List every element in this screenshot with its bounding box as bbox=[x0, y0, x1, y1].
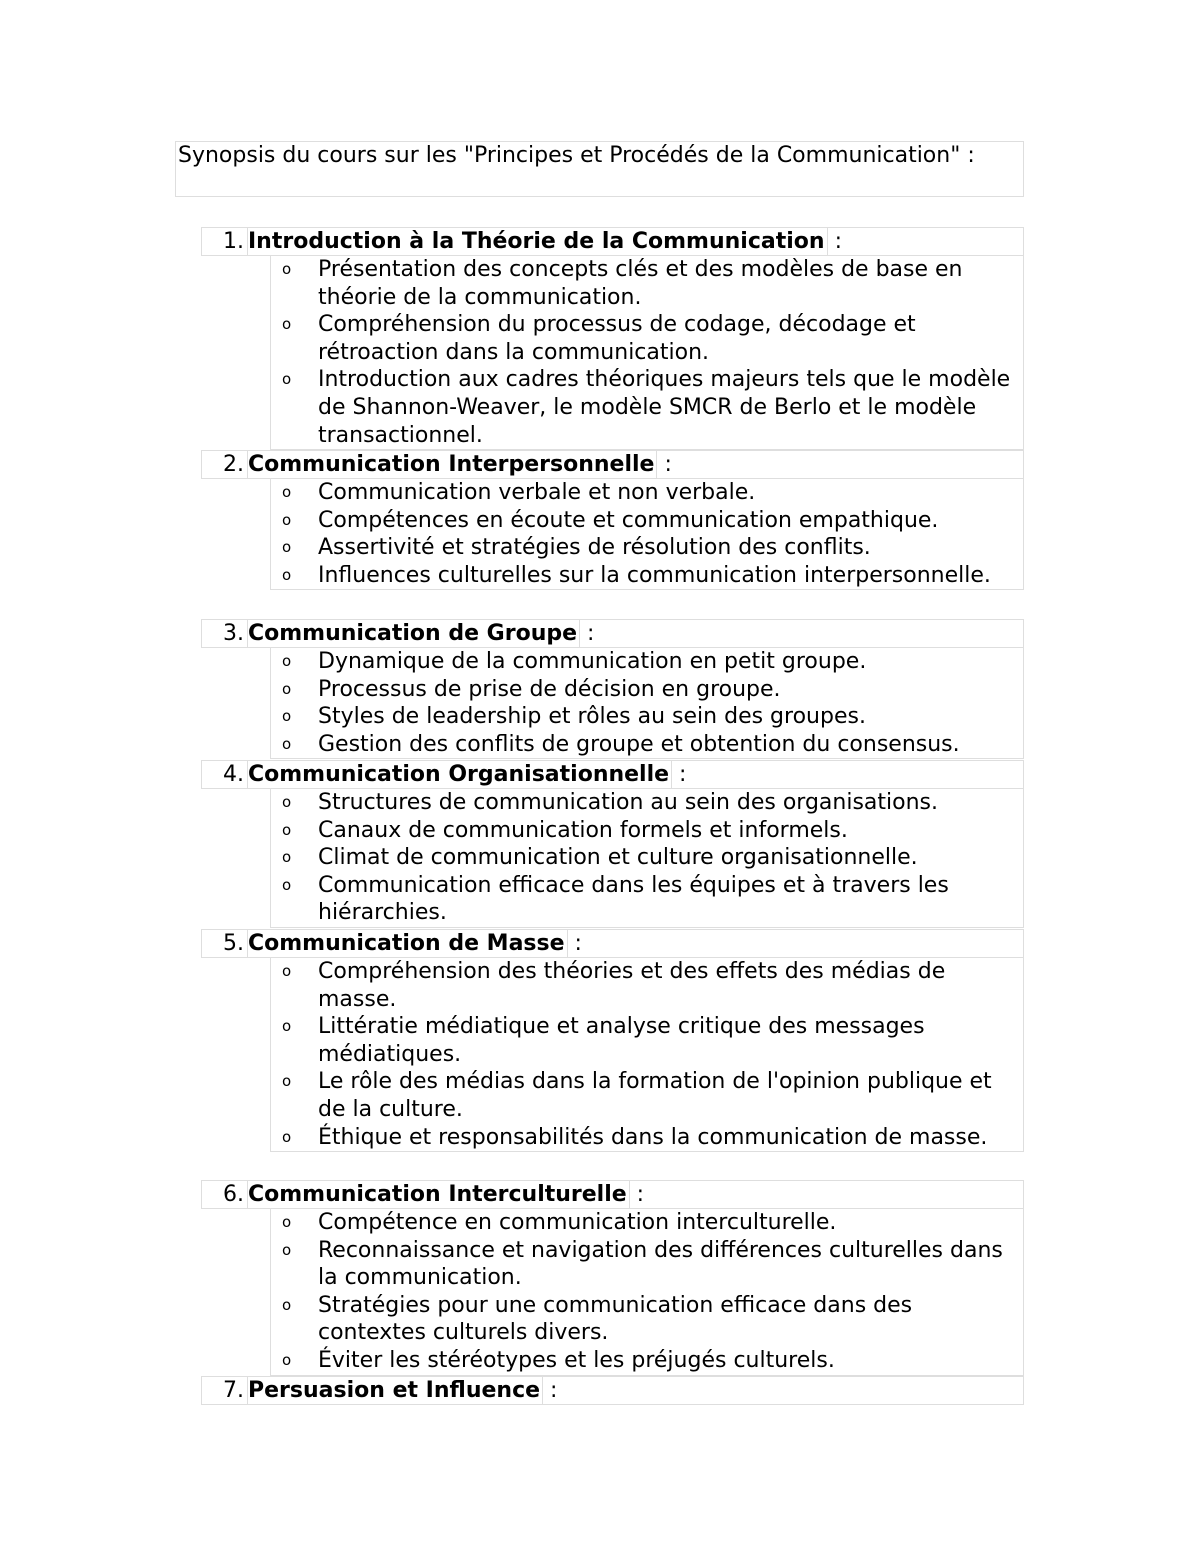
section-title: Communication Interculturelle bbox=[247, 1181, 630, 1208]
bullet-icon: o bbox=[282, 734, 292, 753]
bullet-icon: o bbox=[282, 1350, 292, 1369]
section-title: Communication Interpersonnelle bbox=[247, 451, 657, 478]
section-suffix: : bbox=[657, 452, 672, 477]
section-title: Communication de Groupe bbox=[247, 620, 580, 647]
list-item: o Le rôle des médias dans la formation de l'opinion publique et de la culture. bbox=[282, 1069, 992, 1122]
list-item: o Influences culturelles sur la communication interpersonnelle. bbox=[282, 562, 991, 588]
list-item: o Présentation des concepts clés et des modèles de base en théorie de la communication. bbox=[282, 257, 963, 310]
list-item: o Éthique et responsabilités dans la communication de masse. bbox=[282, 1124, 988, 1150]
list-item: o Compréhension des théories et des effets des médias de masse. bbox=[282, 959, 946, 1012]
bullet-icon: o bbox=[282, 370, 292, 389]
bullet-icon: o bbox=[282, 1017, 292, 1036]
list-item: o Compétence en communication interculturelle. bbox=[282, 1210, 837, 1235]
section-number: 2. bbox=[223, 452, 244, 477]
section-heading-3 bbox=[201, 619, 1024, 648]
section-items-1 bbox=[270, 256, 1024, 450]
bullet-icon: o bbox=[282, 565, 292, 584]
list-item: o Climat de communication et culture organisationnelle. bbox=[282, 845, 918, 871]
section-suffix: : bbox=[629, 1182, 645, 1207]
list-item: o Structures de communication au sein des organisations. bbox=[282, 790, 938, 815]
section-title: Communication de Masse bbox=[247, 930, 568, 957]
section-items-6 bbox=[270, 1209, 1024, 1376]
list-item: o Littératie médiatique et analyse critique des messages médiatiques. bbox=[282, 1014, 925, 1067]
section-heading-1 bbox=[201, 227, 1024, 256]
bullet-icon: o bbox=[282, 260, 292, 278]
list-item: o Reconnaissance et navigation des différences culturelles dans la communication. bbox=[282, 1237, 1003, 1291]
list-item: o Compétences en écoute et communication empathique. bbox=[282, 507, 939, 533]
section-title: Persuasion et Influence bbox=[247, 1377, 543, 1404]
bullet-icon: o bbox=[282, 1240, 292, 1259]
section-number: 4. bbox=[223, 762, 244, 787]
section-heading-4 bbox=[201, 760, 1024, 789]
section-title: Introduction à la Théorie de la Communication bbox=[247, 228, 828, 255]
list-item: o Canaux de communication formels et informels. bbox=[282, 817, 848, 843]
list-item: o Compréhension du processus de codage, décodage et rétroaction dans la communication. bbox=[282, 312, 916, 365]
bullet-icon: o bbox=[282, 820, 292, 839]
bullet-icon: o bbox=[282, 652, 292, 670]
list-item: o Styles de leadership et rôles au sein des groupes. bbox=[282, 704, 866, 730]
section-number: 1. bbox=[223, 229, 244, 254]
section-items-5 bbox=[270, 958, 1024, 1152]
list-item: o Processus de prise de décision en groupe. bbox=[282, 676, 781, 702]
bullet-icon: o bbox=[282, 679, 292, 698]
bullet-icon: o bbox=[282, 315, 292, 334]
intro-paragraph: Synopsis du cours sur les "Principes et Procédés de la Communication" : bbox=[175, 141, 1024, 197]
section-items-3 bbox=[270, 648, 1024, 759]
bullet-icon: o bbox=[282, 1072, 292, 1091]
bullet-icon: o bbox=[282, 1213, 292, 1231]
bullet-icon: o bbox=[282, 1295, 292, 1314]
section-heading-6 bbox=[201, 1180, 1024, 1209]
section-suffix: : bbox=[672, 762, 687, 787]
section-items-4 bbox=[270, 789, 1024, 928]
section-number: 5. bbox=[223, 931, 244, 956]
section-suffix: : bbox=[580, 621, 595, 646]
section-heading-7 bbox=[201, 1376, 1024, 1405]
section-number: 6. bbox=[223, 1182, 244, 1207]
list-item: o Communication verbale et non verbale. bbox=[282, 480, 756, 505]
bullet-icon: o bbox=[282, 483, 292, 501]
list-item: o Gestion des conflits de groupe et obtention du consensus. bbox=[282, 731, 960, 757]
section-suffix: : bbox=[827, 229, 842, 254]
list-item: o Assertivité et stratégies de résolution des conflits. bbox=[282, 535, 871, 561]
list-item: o Dynamique de la communication en petit groupe. bbox=[282, 649, 867, 674]
section-number: 7. bbox=[223, 1378, 244, 1403]
bullet-icon: o bbox=[282, 962, 292, 980]
list-item: o Stratégies pour une communication efficace dans des contextes culturels divers. bbox=[282, 1292, 913, 1346]
bullet-icon: o bbox=[282, 848, 292, 867]
list-item: o Éviter les stéréotypes et les préjugés culturels. bbox=[282, 1347, 835, 1373]
section-number: 3. bbox=[223, 621, 244, 646]
bullet-icon: o bbox=[282, 1127, 292, 1146]
list-item: o Introduction aux cadres théoriques majeurs tels que le modèle de Shannon-Weaver, le modèle SMCR de Berlo et le modèle transactionnel. bbox=[282, 367, 1011, 448]
section-heading-5 bbox=[201, 929, 1024, 958]
list-item: o Communication efficace dans les équipes et à travers les hiérarchies. bbox=[282, 872, 949, 926]
bullet-icon: o bbox=[282, 707, 292, 726]
section-suffix: : bbox=[567, 931, 582, 956]
section-title: Communication Organisationnelle bbox=[247, 761, 672, 788]
bullet-icon: o bbox=[282, 538, 292, 557]
section-items-2 bbox=[270, 479, 1024, 590]
bullet-icon: o bbox=[282, 510, 292, 529]
section-heading-2 bbox=[201, 450, 1024, 479]
bullet-icon: o bbox=[282, 793, 292, 811]
bullet-icon: o bbox=[282, 875, 292, 894]
section-suffix: : bbox=[543, 1378, 558, 1403]
